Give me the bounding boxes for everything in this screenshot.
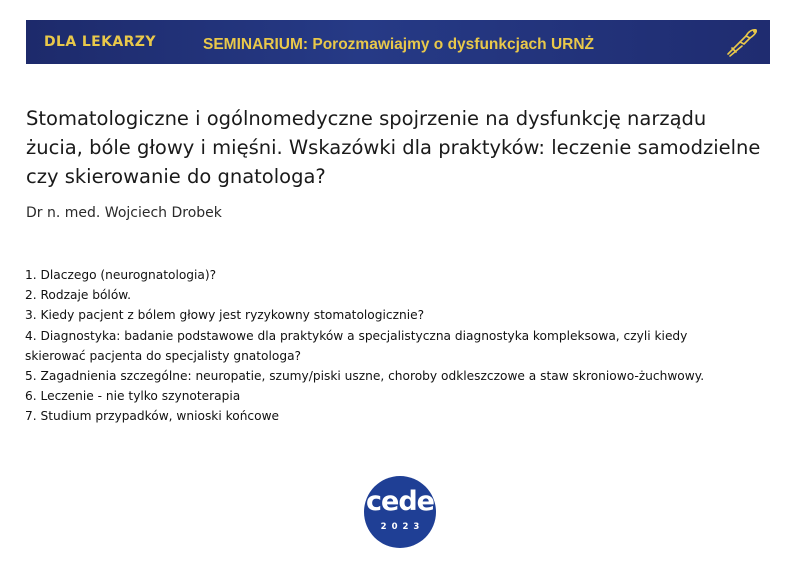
agenda-item: 5. Zagadnienia szczególne: neuropatie, szumy/piski uszne, choroby odkleszczowe a staw skroniowo-żuchwowy. bbox=[25, 369, 705, 384]
agenda-item: 3. Kiedy pacjent z bólem głowy jest ryzykowny stomatologicznie? bbox=[25, 308, 425, 323]
audience-tag: DLA LEKARZY bbox=[44, 34, 156, 50]
lecturer-name: Dr n. med. Wojciech Drobek bbox=[26, 205, 222, 221]
logo-year: 2023 bbox=[380, 522, 425, 532]
agenda-item: 7. Studium przypadków, wnioski końcowe bbox=[25, 409, 280, 424]
seminar-title: SEMINARIUM: Porozmawiajmy o dysfunkcjach URNŻ bbox=[203, 36, 595, 53]
agenda-item: 6. Leczenie - nie tylko szynoterapia bbox=[25, 389, 241, 404]
agenda-item: 4. Diagnostyka: badanie podstawowe dla praktyków a specjalistyczna diagnostyka kompleksowa, czyli kiedy skierować pacjenta do specjalisty gnatologa? bbox=[25, 328, 688, 363]
dental-instrument-icon bbox=[724, 24, 760, 60]
logo-wordmark: cede bbox=[366, 486, 434, 517]
lecture-title: Stomatologiczne i ogólnomedyczne spojrzenie na dysfunkcję narządu żucia, bóle głowy i mięśni. Wskazówki dla praktyków: leczenie samodzielne czy skierowanie do gnatologa? bbox=[26, 107, 761, 188]
agenda-list bbox=[25, 265, 745, 427]
agenda-item: 1. Dlaczego (neurognatologia)? bbox=[25, 268, 217, 282]
cede-logo bbox=[364, 476, 436, 548]
agenda-item: 2. Rodzaje bólów. bbox=[25, 288, 131, 303]
header-banner bbox=[26, 20, 770, 64]
